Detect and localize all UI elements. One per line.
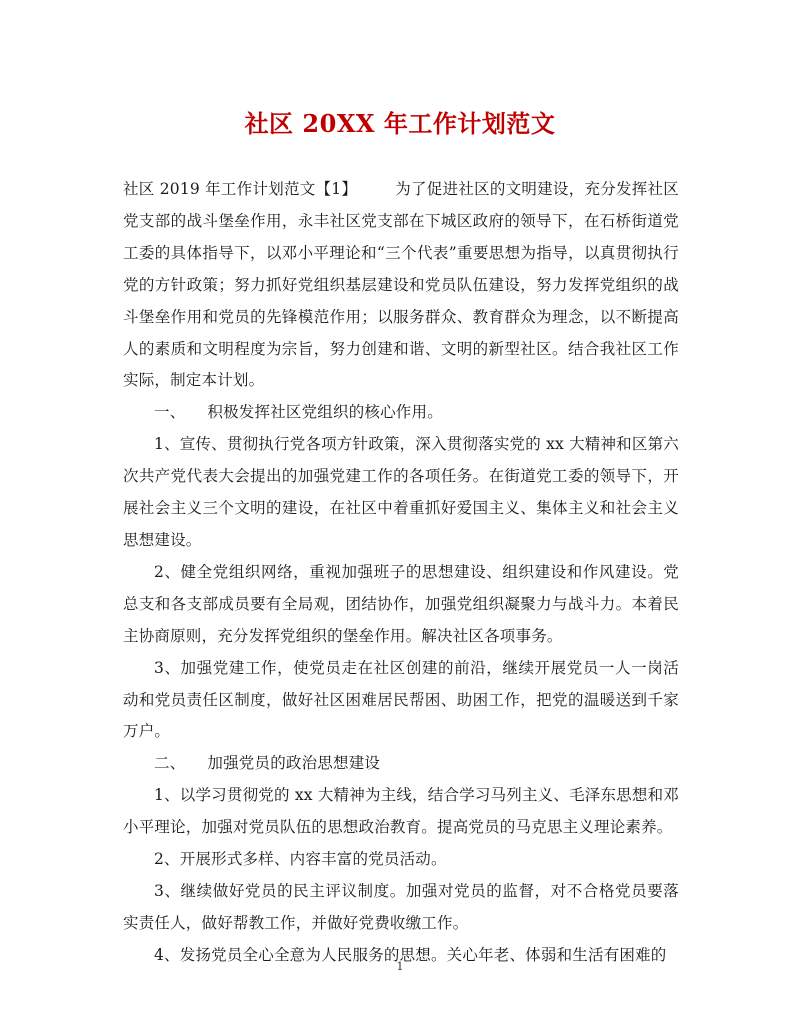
list-item: 1、以学习贯彻党的 xx 大精神为主线，结合学习马列主义、毛泽东思想和邓小平理论，加强对党员队伍的思想政治教育。提高党员的马克思主义理论素养。	[123, 786, 679, 837]
intro-text: 为了促进社区的文明建设，充分发挥社区党支部的战斗堡垒作用，永丰社区党支部在下城区政府的领导下，在石桥街道党工委的具体指导下，以邓小平理论和“三个代表”重要思想为指导，以真贯彻执行党的方针政策；努力抓好党组织基层建设和党员队伍建设，努力发挥党组织的战斗堡垒作用和党员的先锋模范作用；以服务群众、教育群众为理念，以不断提高人的素质和文明程度为宗旨，努力创建和谐、文明的新型社区。结合我社区工作实际，制定本计划。	[123, 180, 679, 390]
list-item: 1、宣传、贯彻执行党各项方针政策，深入贯彻落实党的 xx 大精神和区第六次共产党代表大会提出的加强党建工作的各项任务。在街道党工委的领导下，开展社会主义三个文明的建设，在社区中着重抓好爱国主义、集体主义和社会主义思想建设。	[123, 435, 679, 549]
section-heading-1	[123, 397, 679, 429]
intro-label: 社区 2019 年工作计划范文【1】	[123, 180, 358, 198]
section-heading-2	[123, 748, 679, 780]
document-title: 社区 20XX 年工作计划范文	[244, 109, 556, 138]
list-item: 2、开展形式多样、内容丰富的党员活动。	[154, 850, 447, 869]
section-heading-text: 加强党员的政治思想建设	[207, 754, 381, 773]
document-body	[123, 174, 679, 972]
page-number: 1	[396, 960, 404, 973]
list-item: 3、加强党建工作，使党员走在社区创建的前沿，继续开展党员一人一岗活动和党员责任区制度，做好社区困难居民帮困、助困工作，把党的温暖送到千家万户。	[123, 658, 679, 741]
list-item: 4、发扬党员全心全意为人民服务的思想。关心年老、体弱和生活有困难的	[154, 945, 667, 964]
section-heading-text: 积极发挥社区党组织的核心作用。	[207, 403, 443, 422]
list-item: 3、继续做好党员的民主评议制度。加强对党员的监督，对不合格党员要落实责任人，做好帮教工作，并做好党费收缴工作。	[123, 881, 679, 932]
list-item: 2、健全党组织网络，重视加强班子的思想建设、组织建设和作风建设。党总支和各支部成员要有全局观，团结协作，加强党组织凝聚力与战斗力。本着民主协商原则，充分发挥党组织的堡垒作用。解决社区各项事务。	[123, 562, 679, 645]
section-number: 二、	[154, 754, 186, 773]
intro-paragraph	[123, 174, 679, 397]
section-number: 一、	[154, 403, 186, 422]
